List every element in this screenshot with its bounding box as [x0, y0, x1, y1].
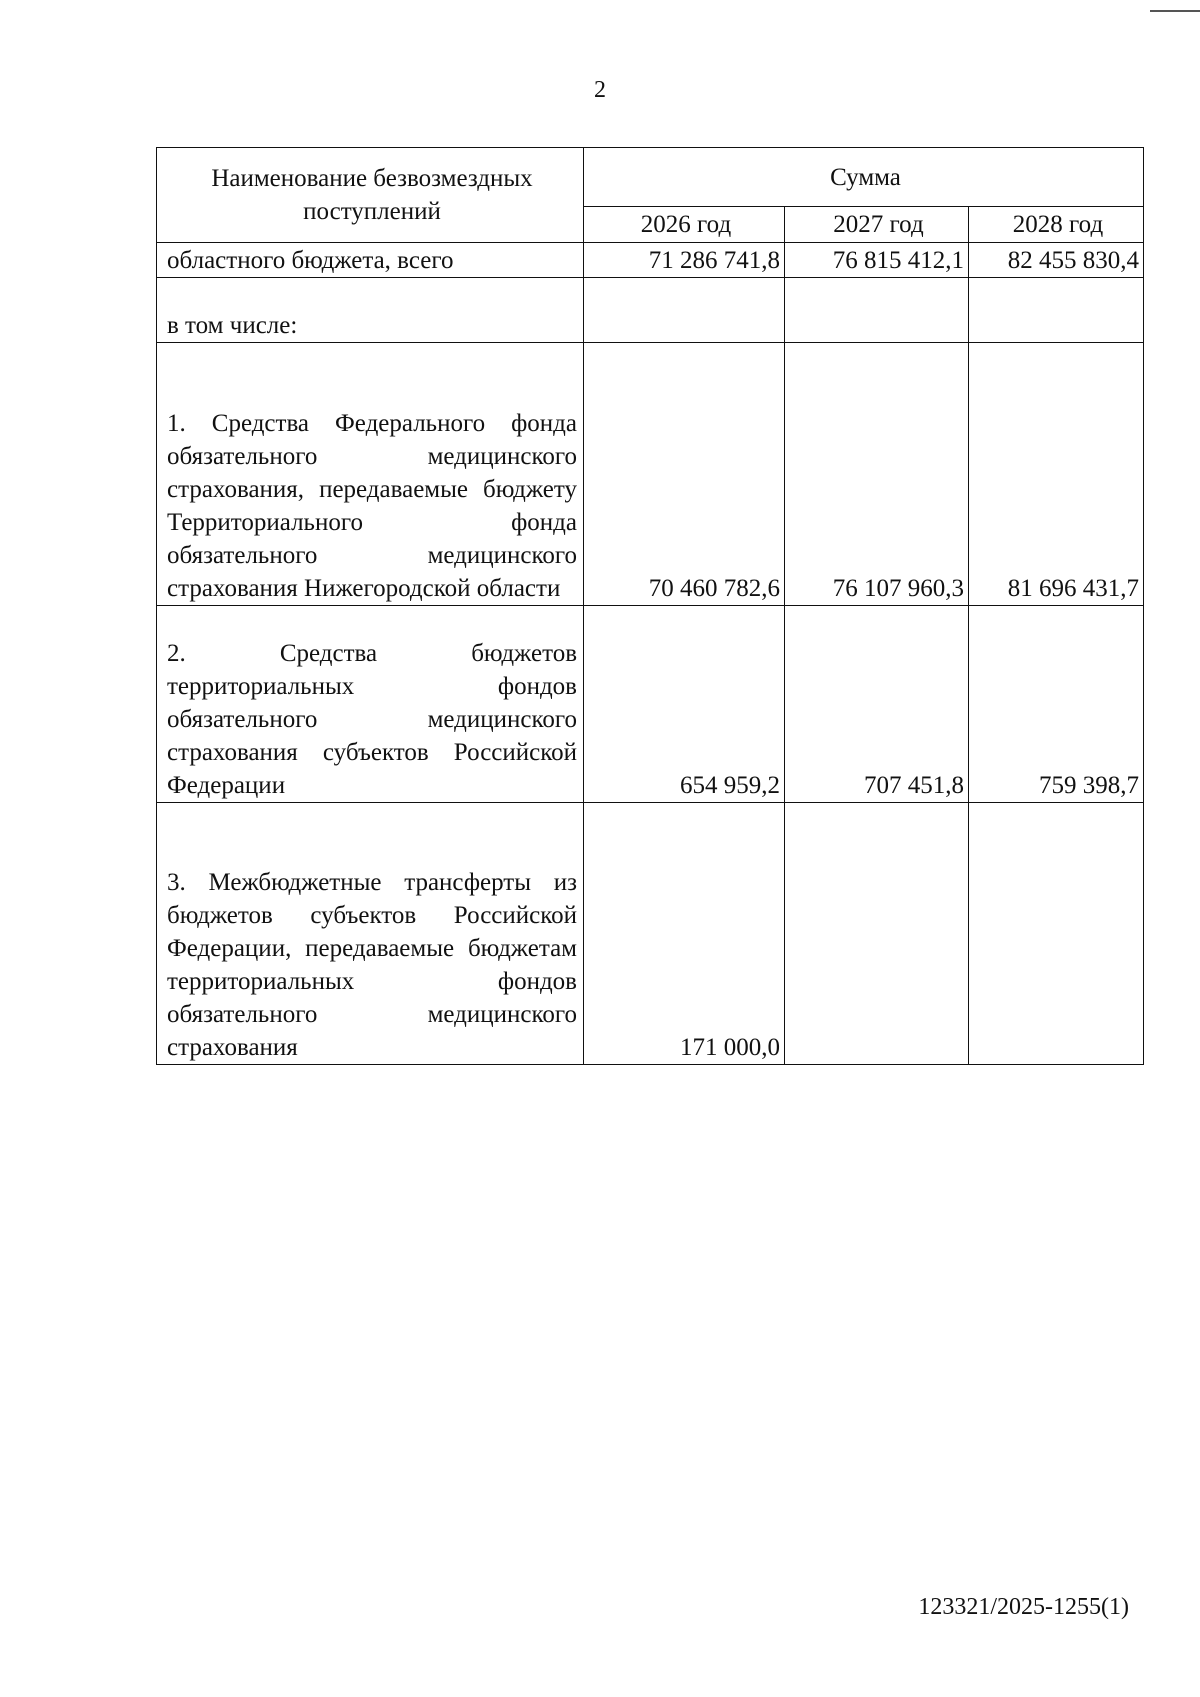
header-name-column: Наименование безвозмездных поступлений	[157, 148, 584, 243]
row-name: 2. Средства бюджетов территориальных фондов обязательного медицинского страхования субъектов Российской Федерации	[157, 606, 584, 803]
row-name: 3. Межбюджетные трансферты из бюджетов субъектов Российской Федерации, передаваемые бюджетам территориальных фондов обязательного медицинского страхования	[157, 803, 584, 1065]
row-value-2027: 707 451,8	[785, 606, 969, 803]
row-value-2026: 71 286 741,8	[584, 243, 785, 278]
row-value-2026: 70 460 782,6	[584, 343, 785, 606]
row-value-2026	[584, 278, 785, 343]
page-number: 2	[594, 77, 606, 103]
row-name: в том числе:	[157, 278, 584, 343]
row-value-2027	[785, 278, 969, 343]
table-row	[157, 803, 1144, 1065]
row-value-2026: 654 959,2	[584, 606, 785, 803]
revenue-table	[156, 147, 1144, 1065]
header-year-2028: 2028 год	[969, 207, 1144, 243]
header-year-2026: 2026 год	[584, 207, 785, 243]
row-value-2027	[785, 803, 969, 1065]
table-row	[157, 343, 1144, 606]
row-value-2028: 759 398,7	[969, 606, 1144, 803]
header-sum-column: Сумма	[584, 148, 1144, 207]
row-value-2026: 171 000,0	[584, 803, 785, 1065]
table-row	[157, 606, 1144, 803]
document-id: 123321/2025-1255(1)	[918, 1594, 1129, 1620]
table-row	[157, 243, 1144, 278]
row-name: 1. Средства Федерального фонда обязательного медицинского страхования, передаваемые бюджету Территориального фонда обязательного медицинского страхования Нижегородской области	[157, 343, 584, 606]
row-name: областного бюджета, всего	[157, 243, 584, 278]
table-header-row	[157, 148, 1144, 207]
row-value-2028	[969, 278, 1144, 343]
scan-edge-mark	[1150, 10, 1200, 12]
table-row	[157, 278, 1144, 343]
row-value-2028	[969, 803, 1144, 1065]
row-value-2027: 76 815 412,1	[785, 243, 969, 278]
header-year-2027: 2027 год	[785, 207, 969, 243]
row-value-2028: 82 455 830,4	[969, 243, 1144, 278]
row-value-2028: 81 696 431,7	[969, 343, 1144, 606]
row-value-2027: 76 107 960,3	[785, 343, 969, 606]
